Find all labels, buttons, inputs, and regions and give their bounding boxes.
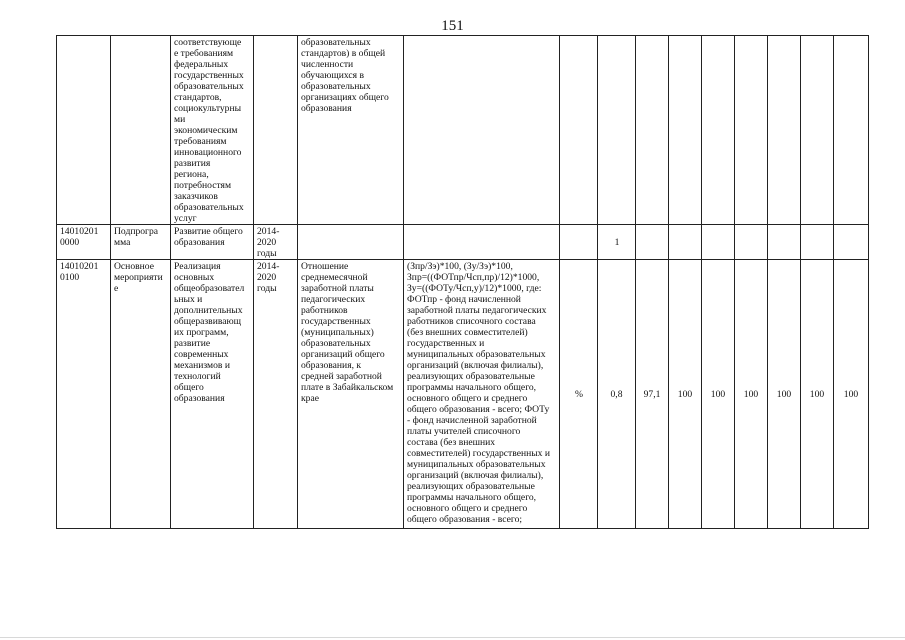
program-type-text: Подпрогра мма	[114, 226, 159, 248]
program-name	[171, 260, 254, 529]
program-years	[254, 36, 298, 225]
program-name-text: Развитие общего образования	[174, 226, 243, 248]
program-years	[254, 260, 298, 529]
value-cell	[702, 225, 735, 260]
value-cell: 100	[834, 260, 869, 529]
value-cell	[702, 36, 735, 225]
value-cell	[669, 36, 702, 225]
value-cell	[834, 225, 869, 260]
program-name-text: Реализация основных общеобразовател ьных и дополнительных общеразвивающ их программ, развитие современных механизмов и технологий общего образования	[174, 261, 245, 404]
table-row	[57, 36, 869, 225]
program-type	[111, 36, 171, 225]
value-cell	[768, 225, 801, 260]
indicator-name	[298, 36, 404, 225]
value-cell	[768, 36, 801, 225]
indicator-formula-text: (Зпр/Зэ)*100, (Зу/Зэ)*100, Зпр=((ФОТпр/Чсп,пр)/12)*1000, Зу=((ФОТу/Чсп,у)/12)*1000, где: ФОТпр - фонд начисленной заработной платы педагогических работников списочного состава (без внешних совместителей) государственных и муниципальных образовательных организаций (включая филиалы), реализующих образовательные программы начального общего, основного общего и среднего общего образования - всего; ФОТу - фонд начисленной заработной платы учителей списочного состава (без внешних совместителей) государственных и муниципальных образовательных организаций (включая филиалы), реализующих образовательные программы начального общего, основного общего и среднего общего образования - всего;	[407, 261, 551, 525]
program-type	[111, 225, 171, 260]
program-code	[57, 225, 111, 260]
program-type	[111, 260, 171, 529]
scan-edge-line	[0, 637, 905, 638]
program-years-text: 2014- 2020 годы	[257, 226, 280, 259]
weight-cell: 0,8	[598, 260, 636, 529]
value-cell	[801, 36, 834, 225]
indicator-name-text: образовательных стандартов) в общей численности обучающихся в образовательных организациях общего образования	[301, 37, 389, 114]
value-cell: 100	[801, 260, 834, 529]
value-cell	[669, 225, 702, 260]
value-cell	[636, 36, 669, 225]
table-row	[57, 225, 869, 260]
program-code-text: 14010201 0000	[60, 226, 99, 248]
value-cell: 100	[768, 260, 801, 529]
indicator-name-text: Отношение среднемесячной заработной платы педагогических работников государственных (муниципальных) образовательных организаций общего образования, к средней заработной плате в Забайкальском крае	[301, 261, 394, 404]
value-cell	[834, 36, 869, 225]
value-cell	[735, 225, 768, 260]
weight-cell	[598, 36, 636, 225]
program-name	[171, 36, 254, 225]
value-cell: 97,1	[636, 260, 669, 529]
program-name-text: соответствующе е требованиям федеральных государственных образовательных стандартов, социокультурны ми экономическим требованиям инновационного развития региона, потребностям заказчиков образовательных услуг	[174, 37, 244, 224]
value-cell: 100	[669, 260, 702, 529]
program-code-text: 14010201 0100	[60, 261, 99, 283]
indicator-name	[298, 260, 404, 529]
value-cell	[801, 225, 834, 260]
value-cell	[735, 36, 768, 225]
program-code	[57, 36, 111, 225]
value-cell: 100	[735, 260, 768, 529]
program-type-text: Основное мероприяти е	[114, 261, 163, 294]
value-cell	[636, 225, 669, 260]
program-name	[171, 225, 254, 260]
program-years-text: 2014- 2020 годы	[257, 261, 280, 294]
weight-cell: 1	[598, 225, 636, 260]
unit-cell	[560, 225, 598, 260]
indicators-table	[56, 35, 869, 529]
page-number: 151	[441, 18, 464, 34]
program-years	[254, 225, 298, 260]
unit-cell: %	[560, 260, 598, 529]
indicator-formula	[404, 36, 560, 225]
indicator-formula	[404, 260, 560, 529]
table-row	[57, 260, 869, 529]
indicator-name	[298, 225, 404, 260]
value-cell: 100	[702, 260, 735, 529]
indicator-formula	[404, 225, 560, 260]
unit-cell	[560, 36, 598, 225]
program-code	[57, 260, 111, 529]
